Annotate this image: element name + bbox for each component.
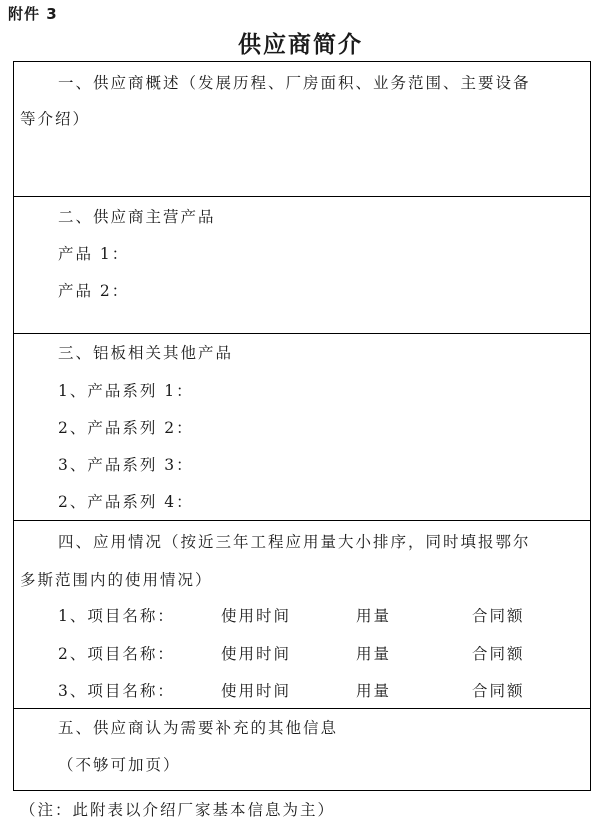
contract-amount-label: 合同额 bbox=[472, 682, 525, 700]
section-other-info bbox=[14, 709, 590, 792]
supplier-form bbox=[13, 61, 591, 791]
quantity-label: 用量 bbox=[356, 607, 392, 625]
overview-line1: 一、供应商概述（发展历程、厂房面积、业务范围、主要设备 bbox=[58, 74, 531, 92]
main-product-item-2: 产品 2： bbox=[58, 282, 130, 300]
usage-time-label: 使用时间 bbox=[221, 682, 292, 700]
usage-time-label: 使用时间 bbox=[221, 645, 292, 663]
main-product-item-1: 产品 1： bbox=[58, 245, 130, 263]
related-product-item-2: 2、产品系列 2： bbox=[58, 419, 194, 437]
other-info-heading: 五、供应商认为需要补充的其他信息 bbox=[58, 719, 339, 737]
contract-amount-label: 合同额 bbox=[472, 607, 525, 625]
applications-line2: 多斯范围内的使用情况） bbox=[20, 571, 213, 589]
section-related-products bbox=[14, 334, 590, 521]
overview-line2: 等介绍） bbox=[20, 110, 91, 128]
page-title: 供应商简介 bbox=[238, 32, 363, 58]
other-info-note: （不够可加页） bbox=[58, 756, 181, 774]
footer-note: （注：此附表以介绍厂家基本信息为主） bbox=[20, 801, 336, 819]
project-name-label: 2、项目名称： bbox=[58, 645, 175, 663]
section-overview bbox=[14, 62, 590, 197]
related-product-item-4: 2、产品系列 4： bbox=[58, 493, 194, 511]
quantity-label: 用量 bbox=[356, 682, 392, 700]
quantity-label: 用量 bbox=[356, 645, 392, 663]
attachment-label: 附件 3 bbox=[8, 5, 58, 23]
related-products-heading: 三、铝板相关其他产品 bbox=[58, 344, 234, 362]
section-main-products bbox=[14, 197, 590, 334]
project-name-label: 3、项目名称： bbox=[58, 682, 175, 700]
related-product-item-1: 1、产品系列 1： bbox=[58, 382, 194, 400]
project-name-label: 1、项目名称： bbox=[58, 607, 175, 625]
usage-time-label: 使用时间 bbox=[221, 607, 292, 625]
section-applications bbox=[14, 521, 590, 709]
main-products-heading: 二、供应商主营产品 bbox=[58, 208, 216, 226]
applications-line1: 四、应用情况（按近三年工程应用量大小排序，同时填报鄂尔 bbox=[58, 533, 531, 551]
contract-amount-label: 合同额 bbox=[472, 645, 525, 663]
related-product-item-3: 3、产品系列 3： bbox=[58, 456, 194, 474]
